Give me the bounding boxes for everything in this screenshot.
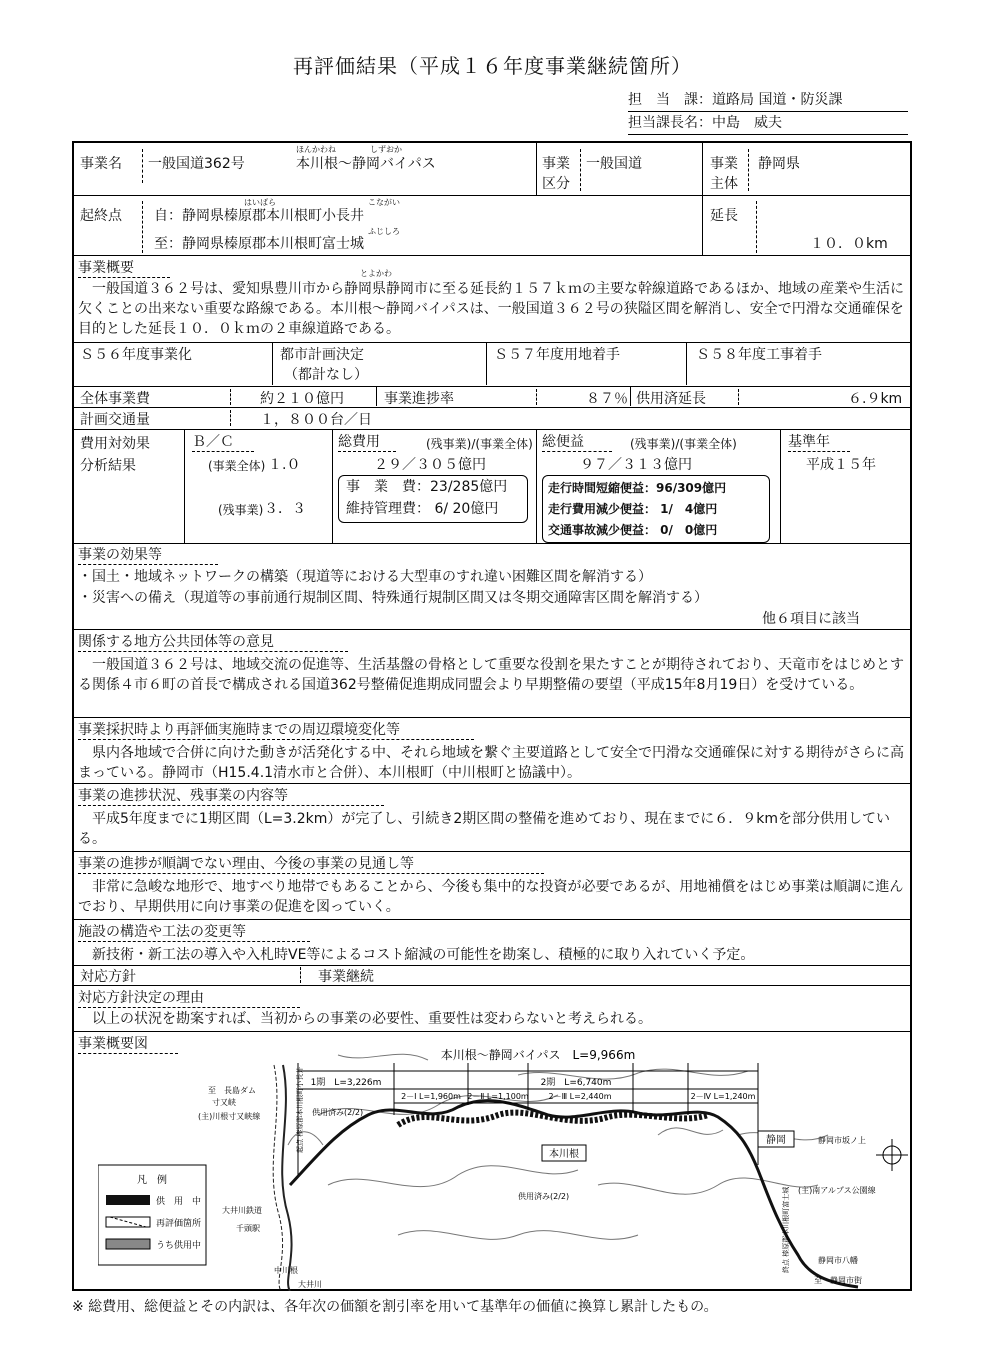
map-place-3: (主)川根寸又峡線: [198, 1112, 261, 1121]
map-place-2: 寸又峡: [212, 1098, 236, 1107]
benefit-heading: 総便益: [542, 433, 612, 452]
map-kyoyo-b: 供用済み(2/2): [518, 1192, 570, 1201]
koho-text: 新技術・新工法の導入や入札時VE等によるコスト縮減の可能性を勘案し、積極的に取り入れていく予定。: [78, 947, 755, 963]
map-title: 本川根～静岡バイパス L=9,966m: [440, 1048, 636, 1062]
map-place-5: 千頭駅: [236, 1224, 260, 1233]
iken-text: 一般国道３６２号は、地域交流の促進等、生活基盤の骨格として重要な役割を果たすことが期待されており、天竜市をはじめとする関係４市６町の首長で構成される国道362号整備促進期成同盟会より早期整備の要望（平成15年8月19日）を受けている。: [78, 657, 904, 693]
jigyo-mei-label: 事業名: [80, 156, 122, 172]
map-start: 起点 榛原郡本川根町小長井: [296, 1066, 304, 1153]
yochi-chakushu: Ｓ５７年度用地着手: [494, 347, 620, 363]
henka-text: 県内各地域で合併に向けた動きが活発化する中、それら地域を繋ぐ主要道路として安全で円滑な交通確保に対する期待がさらに高まっている。静岡市（H15.4.1清水市と合併）、本川根町（中川根町と協議中）。: [78, 745, 904, 781]
koka-item-2: ・災害への備え（現道等の事前通行規制区間、特殊通行規制区間又は冬期交通障害区間を解消する）: [78, 590, 708, 606]
shincho-text: 平成5年度までに1期区間（L=3.2km）が完了し、引続き2期区間の整備を進めており、現在までに６．９kmを部分供用している。: [78, 811, 891, 847]
cost-total: ２９／３０５億円: [374, 457, 486, 473]
ruby-honkawane: ほんかわね: [296, 145, 336, 154]
kubun-label-a: 事業: [542, 156, 570, 172]
ruby-shizuoka: しずおか: [370, 145, 402, 154]
tokei-nashi: （都計なし）: [284, 367, 368, 383]
page-title: 再評価結果（平成１６年度事業継続箇所）: [293, 54, 692, 78]
route-name: 本川根～静岡バイパス: [296, 156, 436, 172]
iken-heading: 関係する地方公共団体等の意見: [78, 633, 348, 652]
footnote: ※ 総費用、総便益とその内訳は、各年次の価額を割引率を用いて基準年の価値に換算し累計したもの。: [72, 1299, 718, 1315]
kyoyo-encho-label: 供用済延長: [636, 391, 706, 407]
shincho-heading: 事業の進捗状況、残事業の内容等: [78, 787, 384, 806]
kijun-heading: 基準年: [788, 433, 850, 452]
map-place-9: (主)南アルプス公園線: [798, 1186, 876, 1195]
map-s2iv: 2－Ⅳ L=1,240m: [690, 1092, 756, 1101]
zentai-jigyohi-label: 全体事業費: [80, 391, 150, 407]
koho-heading: 施設の構造や工法の変更等: [78, 923, 310, 942]
kubun-label-b: 区分: [542, 176, 570, 192]
hoshin-label: 対応方針: [80, 969, 136, 985]
riyu-heading: 事業の進捗が順調でない理由、今後の事業の見通し等: [78, 855, 544, 874]
map-place-11: 至 静岡市街: [814, 1276, 862, 1285]
encho-value: １０．０km: [810, 236, 888, 252]
shutai-label-a: 事業: [710, 156, 738, 172]
kiten: 自：静岡県榛原郡本川根町小長井: [154, 208, 364, 224]
koka-other: 他６項目に該当: [762, 611, 860, 627]
gaiyo-text: 一般国道３６２号は、愛知県豊川市から静岡県静岡市に至る延長約１５７ｋｍの主要な幹線道路であるほか、地域の産業や生活に欠くことの出来ない重要な路線である。本川根～静岡バイパスは、一般国道３６２号の狭隘区間を解消し、安全で円滑な交通確保を目的とした延長１０．０ｋｍの２車線道路である。: [78, 281, 904, 337]
map-shizuoka: 静岡: [766, 1135, 786, 1146]
shutai-value: 静岡県: [758, 156, 800, 172]
encho-label: 延長: [710, 208, 738, 224]
map-honkawane: 本川根: [549, 1149, 579, 1160]
cost-iji: 維持管理費： 6/ 20億円: [346, 501, 499, 517]
map-place-10: 静岡市八幡: [818, 1256, 858, 1265]
koji-chakushu: Ｓ５８年度工事着手: [696, 347, 822, 363]
bc-zentai-tag: (事業全体): [208, 459, 266, 473]
bc-label-2: 分析結果: [80, 458, 136, 474]
keikaku-kotsu-label: 計画交通量: [80, 412, 150, 428]
ruby-fujishiro: ふじしろ: [368, 227, 400, 236]
legend-2: 再評価箇所: [156, 1219, 202, 1229]
benefit-accident: 交通事故減少便益： 0/ 0億円: [548, 523, 718, 537]
koka-item-1: ・国土・地域ネットワークの構築（現道等における大型車のすれ違い困難区間を解消する）: [78, 569, 652, 585]
hoshin-value: 事業継続: [318, 969, 374, 985]
hoshin-riyu-text: 以上の状況を勘案すれば、当初からの事業の必要性、重要性は変わらないと考えられる。: [78, 1011, 652, 1027]
map-place-8: 静岡市坂ノ上: [818, 1136, 866, 1145]
benefit-cost: 走行費用減少便益： 1/ 4億円: [548, 502, 718, 516]
map-s2i: 2－Ⅰ L=1,960m: [401, 1092, 461, 1101]
shuten: 至：静岡県榛原郡本川根町富士城: [154, 236, 364, 252]
map-ki1: 1期 L=3,226m: [310, 1078, 382, 1088]
project-map: [98, 1035, 910, 1291]
legend-1: 供 用 中: [156, 1197, 202, 1207]
kubun-value: 一般国道: [586, 156, 642, 172]
cost-heading: 総費用: [338, 433, 396, 452]
kyoyo-encho: ６.９km: [848, 391, 903, 407]
legend-3: うち供用中: [156, 1241, 202, 1251]
map-ki2: 2期 L=6,740m: [540, 1078, 612, 1088]
evaluation-sheet: [72, 141, 912, 1291]
jigyo-mei: 一般国道362号: [148, 156, 245, 172]
map-place-7: 大井川: [298, 1280, 322, 1289]
map-place-4: 大井川鉄道: [222, 1206, 262, 1215]
keikaku-kotsu: １，８００台／日: [260, 412, 372, 428]
zentai-jigyohi: 約２１０億円: [260, 391, 344, 407]
benefit-time: 走行時間短縮便益：96/309億円: [548, 481, 727, 495]
bc-heading: Ｂ／Ｃ: [192, 433, 254, 452]
benefit-total: ９７／３１３億円: [580, 457, 692, 473]
cost-jigyohi: 事 業 費：23/285億円: [346, 479, 508, 495]
ruby-toyokawa: とよかわ: [360, 269, 392, 278]
henka-heading: 事業採択時より再評価実施時までの周辺環境変化等: [78, 721, 474, 740]
koka-heading: 事業の効果等: [78, 546, 218, 565]
legend-title: 凡 例: [137, 1175, 167, 1186]
shincho-ritsu: ８７％: [586, 391, 628, 407]
bc-zan: ３．３: [264, 501, 306, 517]
shutai-label-b: 主体: [710, 176, 738, 192]
gaiyo-heading: 事業概要: [78, 259, 170, 278]
benefit-tag: (残事業)/(事業全体): [630, 437, 737, 451]
riyu-text: 非常に急峻な地形で、地すべり地帯でもあることから、今後も集中的な投資が必要であるが、用地補償をはじめ事業は順調に進んでおり、早期供用に向け事業の促進を図っていく。: [78, 879, 904, 915]
jigyoka: Ｓ５６年度事業化: [80, 347, 192, 363]
kijun-value: 平成１５年: [806, 457, 876, 473]
map-kyoyo-a: 供用済み(2/2): [312, 1108, 364, 1117]
cost-tag: (残事業)/(事業全体): [426, 437, 533, 451]
map-s2ii: 2－Ⅱ L=1,100m: [467, 1092, 529, 1101]
bc-zan-tag: (残事業): [218, 503, 264, 517]
tanto-kacho: 担当課長名：中島 威夫: [628, 113, 908, 135]
hoshin-riyu-heading: 対応方針決定の理由: [78, 989, 300, 1008]
ruby-konagai: こながい: [368, 198, 400, 207]
map-place-6: 中川根: [274, 1266, 298, 1275]
map-heading: 事業概要図: [78, 1035, 178, 1054]
map-s2iii: 2－Ⅲ L=2,440m: [548, 1092, 612, 1101]
bc-label-1: 費用対効果: [80, 436, 150, 452]
map-end: 終点 榛原郡本川根町富士城: [782, 1186, 790, 1273]
ruby-haibara: はいばら: [244, 198, 276, 207]
shincho-label: 事業進捗率: [384, 391, 454, 407]
bc-zentai: １.０: [268, 457, 301, 473]
kishuten-label: 起終点: [80, 208, 122, 224]
tanto-ka: 担 当 課：道路局 国道・防災課: [628, 90, 908, 112]
toshikeikaku: 都市計画決定: [280, 347, 364, 363]
map-place-1: 至 長島ダム: [208, 1086, 256, 1095]
